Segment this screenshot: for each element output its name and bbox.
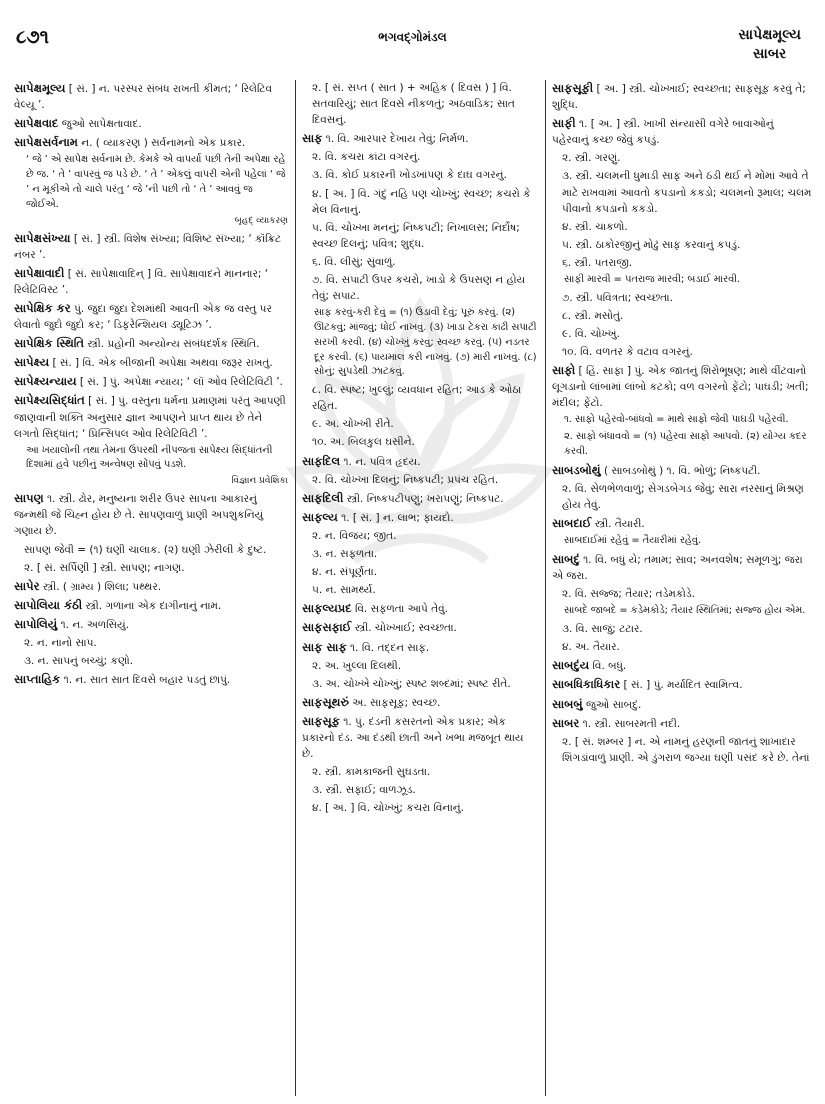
dictionary-entry xyxy=(14,597,288,614)
entry-headword: સાપોલિયા કંઠી xyxy=(14,597,83,612)
entry-headword: સાપેર xyxy=(14,578,40,593)
definition-line: ૭. વિ. સપાટી ઉપર કચરો, ખાડો કે ઉપસણ ન હોય તેવું; સપાટ. xyxy=(312,274,526,303)
definition-line: ૨. સ્ત્રી. ગરણું. xyxy=(562,152,621,165)
definition-line: ૩. અ. ચોખ્ખે ચોખ્ખું; સ્પષ્ટ શબ્દમાં; સ્પષ્ટ રીતે. xyxy=(312,677,511,690)
entry-definition: સ્ત્રી. નિષ્કપટીપણું; ખરાપણું; નિષ્કપટ. xyxy=(343,492,504,505)
dictionary-entry xyxy=(302,694,538,711)
dictionary-entry xyxy=(14,392,288,441)
usage-example: સાબદાઈમાં રહેવું = તૈયારીમાં રહેવું. xyxy=(564,535,702,547)
entry-definition: ૧. ન. સાત સાત દિવસે બહાર પડતું છાપું. xyxy=(60,674,231,687)
definition-line: ૯. અ. ચોખ્ખી રીતે. xyxy=(312,418,394,431)
entry-definition: ૧. સ્ત્રી. સાબરમતી નદી. xyxy=(579,717,681,730)
entry-headword: સાબદુંય xyxy=(552,658,590,673)
entry-headword: સાપોલિયું xyxy=(14,616,58,631)
entry-definition: [ સં. ] પું. વસ્તુના ધર્મના પ્રમાણમાં પરંતુ આપણી જાણવાની શક્તિ અનુસાર જ્ઞાન આપણને પ્રાપ્ત થાય છે તેને લગતો સિદ્ધાંત; ‘ પ્રિન્સિપલ ઓવ રિલેટિવિટી ’. xyxy=(14,395,286,440)
dictionary-entry xyxy=(14,265,288,298)
entry-definition: ન. ( વ્યાકરણ ) સર્વનામનો એક પ્રકાર. xyxy=(77,137,246,150)
dictionary-entry xyxy=(14,134,288,151)
definition-line: ૨. ન. વિજય; જીત. xyxy=(312,529,397,542)
definition-line: ૮. સ્ત્રી. મસોતું. xyxy=(562,309,624,322)
entry-definition: સ્ત્રી. પ્રહોની અન્યોન્ય સંબંધદર્શક સ્થિતિ. xyxy=(84,338,260,351)
dictionary-column-1 xyxy=(14,80,288,1096)
definition-line: ૪. [ અ. ] વિ. ચોખ્ખું; કચરા વિનાનું. xyxy=(312,802,464,815)
dictionary-entry xyxy=(552,551,812,584)
entry-definition: ૧. સ્ત્રી. ઢોર, મનુષ્યના શરીર ઉપર સાપના આકારનું જન્મથી જે ચિહ્ન હોય છે તે. સાપણવાળું પ્રાણી અપશુકનિયું ગણાય છે. xyxy=(14,493,264,538)
entry-headword: સાપેક્ષિક કર xyxy=(14,300,71,315)
dictionary-entry xyxy=(14,335,288,352)
entry-headword: સાપેક્ષવાદ xyxy=(14,116,59,131)
usage-example: સાફી મારવી = પતરાજ મારવી; બડાઈ મારવી. xyxy=(564,274,741,286)
definition-line: ૫. વિ. ચોખ્ખા મનનું; નિષ્કપટી; નિખાલસ; નિર્દોષ; સ્વચ્છ દિલનું; પવિત્ર; શુદ્ધ. xyxy=(312,221,520,250)
definition-line: ૨. [ સં. સપ્ત ( સાત ) + અહિક ( દિવસ ) ] વિ. સતવારિયું; સાત દિવસે નીકળતું; અઠવાડિક; સાત દિવસનું. xyxy=(312,82,515,127)
usage-example: ‘ જે ’ એ સાપેક્ષ સર્વનામ છે. કેમકે એ વાપર્યા પછી તેની અપેક્ષા રહે છે જ. ‘ તે ’ વાપરવું જ પડે છે. ‘ તે ’ એકલું વાપરી એની પહેલાં ‘ જે ’ ન મૂકીએ તો ચાલે પરંતુ ‘ જે ’ની પછી તો ‘ તે ’ આવવું જ જોઈએ. xyxy=(26,154,286,210)
definition-line: ૨. ન. નાનો સાપ. xyxy=(24,637,97,650)
dictionary-entry xyxy=(302,509,538,526)
column-divider xyxy=(545,80,546,1096)
definition-line: ૩. સ્ત્રી. સફાઈ; વાળઝૂડ. xyxy=(312,784,416,797)
entry-headword: સાબદાઈ xyxy=(552,516,592,531)
dictionary-column-2 xyxy=(302,80,538,1096)
definition-line: ૫. સ્ત્રી. ઠાકોરજીનું મોઢું સાફ કરવાનું કપડું. xyxy=(562,238,741,251)
definition-line: ૨. વિ. ચોખ્ખા દિલનું; નિષ્કપટી; પ્રપંચ રહિત. xyxy=(312,473,499,486)
entry-headword: સાફસફાઈ xyxy=(302,620,352,635)
dictionary-entry xyxy=(14,300,288,333)
entry-headword: સાપેક્ષમૂલ્ય xyxy=(14,81,66,95)
entry-headword: સાપેક્ષ્યન્યાય xyxy=(14,374,77,389)
entry-headword: સાબડબોથું xyxy=(552,462,601,477)
dictionary-entry xyxy=(302,490,538,507)
entry-headword: સાફી xyxy=(552,116,576,131)
entry-definition: [ સં. ] પું. મર્યાદિત સ્વામિત્વ. xyxy=(620,679,743,692)
entry-definition: સ્ત્રી. તૈયારી. xyxy=(591,518,645,531)
citation-source: બૃહદ્ વ્યાકરણ xyxy=(234,215,288,226)
definition-line: ૪. [ અ. ] વિ. ગંદું નહિ પણ ચોખ્ખું; સ્વચ્છ; કચરો કે મેલ વિનાનું. xyxy=(312,187,531,216)
entry-definition: ૧. વિ. બધું યે; તમામ; સાવ; અનવશેષ; સમૂળગું; જરા એ જરા. xyxy=(552,554,803,583)
citation-source: વિજ્ઞાન પ્રવેશિકા xyxy=(231,476,288,487)
dictionary-entry xyxy=(14,616,288,633)
entry-definition: જુઓ સાપેક્ષતાવાદ. xyxy=(58,118,142,131)
entry-definition: ૧. વિ. તદ્દન સાફ. xyxy=(346,641,430,654)
entry-headword: સાફ સાફ xyxy=(302,639,347,654)
entry-headword: સાપેક્ષ્ય xyxy=(14,355,50,370)
entry-headword: સાફ xyxy=(302,131,323,146)
guide-words xyxy=(738,26,801,64)
entry-headword: સાપેક્ષસંખ્યા xyxy=(14,230,71,245)
entry-definition: [ સં. ] સ્ત્રી. વિશેષ સંખ્યા; વિશિષ્ટ સંખ્યા; ‘ કૉંક્રિટ નંબર ’. xyxy=(14,232,282,261)
entry-definition: જુઓ સાબદું. xyxy=(582,698,642,711)
entry-definition: ૧. વિ. આરપાર દેખાય તેવું; નિર્મળ. xyxy=(322,133,469,146)
definition-line: ૩. ન. સાપનું બચ્ચું; કણો. xyxy=(24,655,134,668)
entry-definition: [ સં. સાપેક્ષાવાદિન્ ] વિ. સાપેક્ષાવાદને માનનાર; ‘ રિલેટિવિસ્ટ ’. xyxy=(14,267,269,296)
entry-definition: ( સાબડબોથું ) ૧. વિ. ભોળું; નિષ્કપટી. xyxy=(600,464,761,477)
entry-headword: સાપેક્ષિક સ્થિતિ xyxy=(14,336,85,351)
definition-line: ૨. અ. ખુલ્લા દિલથી. xyxy=(312,659,402,672)
entry-headword: સાપ્તાહિક xyxy=(14,672,61,687)
entry-headword: સાપેક્ષસર્વનામ xyxy=(14,135,78,150)
usage-example: ૧. સાફો પહેરવો-બાંધવો = માથે સાફો જેવી પાઘડી પહેરવી. xyxy=(564,414,789,426)
entry-headword: સાપણ xyxy=(14,491,44,506)
definition-line: ૮. વિ. સ્પષ્ટ; ખુલ્લું; વ્યવધાન રહિત; આડ કે ઓઠા રહિત. xyxy=(312,384,522,413)
dictionary-entry xyxy=(302,600,538,617)
entry-definition: [ સં. ] પું. અપેક્ષા ન્યાય; ‘ લૉ ઓવ રિલેટિવિટી ’. xyxy=(76,376,283,389)
dictionary-entry xyxy=(14,354,288,371)
definition-line: ૨. વિ. સેળભેળવાળું; સેગડબેગડ જેવું; સારા નરસાનું મિશ્રણ હોય તેવું. xyxy=(562,482,804,512)
dictionary-entry xyxy=(552,462,812,479)
entry-headword: સાબધિકાધિકાર xyxy=(552,677,621,692)
entry-headword: સાફસૂથરું xyxy=(302,694,349,709)
definition-line: ૨. વિ. સજ્જ; તૈયાર; તડેમકોડે. xyxy=(562,588,695,601)
entry-definition: [ અ. ] સ્ત્રી. ચોખ્ખાઈ; સ્વચ્છતા; સાફસૂફ કરવું તે; શુદ્ધિ. xyxy=(552,83,806,112)
entry-headword: સાબદું xyxy=(552,552,580,567)
dictionary-entry xyxy=(302,639,538,656)
dictionary-entry xyxy=(302,453,538,470)
dictionary-entry xyxy=(552,715,812,732)
definition-line: ૩. સ્ત્રી. ચલમની ધુમાડી સાફ અને ઠંડી થઈ ને મોંમાં આવે તે માટે રાખવામાં આવતો કપડાનો કકડો; ચલમનો રૂમાલ; ચલમ પીવાનો કપડાનો કકડો. xyxy=(562,170,812,215)
entry-definition: [ સં. ] ન. પરસ્પર સંબંધ રાખતી કીમત; ‘ રિલેટિવ વેલ્યૂ ’. xyxy=(14,83,272,112)
entry-headword: સાફદિલી xyxy=(302,490,344,505)
entry-headword: સાફલ્યપ્રદ xyxy=(302,601,352,616)
usage-example: સાફ કરવું-કરી દેવું = (૧) ઉડાવી દેવું; પૂરું કરવું. (૨) ઊટકવું; માંજવું; ધોઈ નાખવું. (૩) ખાડા ટેકરા કાઢી સપાટી સરખી કરવી. (૪) ચોખ્ખું કરવું; સ્વચ્છ કરવું. (૫) નડતર દૂર કરવી. (૬) પાયમાલ કરી નાખવું. (૭) મારી નાખવું. (૮) સોનું; સુપડેથી ઝાટકવું. xyxy=(314,307,537,378)
dictionary-entry xyxy=(552,676,812,693)
definition-line: ૪. સ્ત્રી. ચાકળો. xyxy=(562,220,628,233)
running-head: ભગવદ્ગોમંડલ xyxy=(378,30,447,44)
definition-line: ૪. અ. તૈયાર. xyxy=(562,641,620,654)
definition-line: ૭. સ્ત્રી. પવિત્રતા; સ્વચ્છતા. xyxy=(562,291,673,304)
page-number: ૮૭૧ xyxy=(16,26,49,48)
definition-line: ૫. ન. સામર્થ્ય. xyxy=(312,584,376,597)
entry-definition: સ્ત્રી. ( ગ્રામ્ય ) શિલા; પથ્થર. xyxy=(39,580,162,593)
dictionary-entry xyxy=(14,373,288,390)
entry-definition: ૧. [ અ. ] સ્ત્રી. ખાખી સંન્યાસી વગેરે બાવાઓનું પહેરવાનું કચ્છ જેવું કપડું. xyxy=(552,118,774,147)
entry-definition: [ સં. ] વિ. એક બીજાની અપેક્ષા અથવા જરૂર રાખતું. xyxy=(49,357,273,370)
usage-example: આ ખયાલોની તથા તેમના ઉપરથી નીપજતા સાપેક્ષ્ય સિદ્ધાંતની દિશામાં હવે પછીનું અન્વેષણ સોંપવું પડશે. xyxy=(26,444,273,471)
entry-definition: અ. સાફસૂફ; સ્વચ્છ. xyxy=(348,696,441,709)
entry-definition: ૧. પું. દંડની કસરતનો એક પ્રકાર; એક પ્રકારનો દંડ. આ દંડથી છાતી અને ખભા મજબૂત થાય છે. xyxy=(302,715,524,761)
definition-line: ૨. [ સં. શમ્બર ] ન. એ નામનું હરણની જાતનું શાખાદાર શિંગડાંવાળું પ્રાણી. એ ડુંગરાળ જગ્યા ઘણી પસંદ કરે છે. તેનાં xyxy=(562,735,810,764)
dictionary-entry xyxy=(302,130,538,147)
dictionary-entry xyxy=(14,578,288,595)
entry-headword: સાપેક્ષ્યસિદ્ધાંત xyxy=(14,393,85,408)
definition-line: સાપણ જેવી = (૧) ઘણી ચાલાક. (૨) ઘણી ઝેરીલી કે દુષ્ટ. xyxy=(24,543,267,556)
entry-definition: વિ. બધું. xyxy=(589,660,627,673)
entry-headword: સાફલ્ય xyxy=(302,509,338,524)
entry-headword: સાફદિલ xyxy=(302,453,341,468)
entry-headword: સાબર xyxy=(552,715,580,730)
dictionary-entry xyxy=(552,80,812,113)
dictionary-entry xyxy=(552,657,812,674)
definition-line: ૨. વિ. કચરા કાંટા વગરનું. xyxy=(312,151,421,164)
guide-word-first: સાપેક્ષમૂલ્ય xyxy=(738,27,801,43)
entry-definition: સ્ત્રી. ગળાના એક દાગીનાનું નામ. xyxy=(82,599,222,612)
dictionary-entry xyxy=(552,362,812,411)
dictionary-entry xyxy=(302,619,538,636)
entry-definition: ૧. [ સં. ] ન. લાભ; ફાયદો. xyxy=(337,511,454,524)
dictionary-entry xyxy=(14,230,288,263)
definition-line: ૩. વિ. સાજું; ટટાર. xyxy=(562,623,643,636)
column-divider xyxy=(295,80,296,1096)
definition-line: ૧૦. અ. બિલકુલ ઘસીને. xyxy=(312,436,415,449)
definition-line: ૨. [ સં. સર્પિણી ] સ્ત્રી. સાપણ; નાગણ. xyxy=(24,561,185,574)
definition-line: ૧૦. વિ. વળતર કે વટાવ વગરનું. xyxy=(562,346,693,359)
entry-definition: ૧. ન. પવિત્ર હૃદય. xyxy=(340,455,421,468)
entry-headword: સાફો xyxy=(552,363,576,378)
dictionary-entry xyxy=(14,80,288,113)
definition-line: ૩. વિ. કોઈ પ્રકારની ખોડખાંપણ કે દાઘ વગરનું. xyxy=(312,169,507,182)
entry-definition: પું. જુદા જુદા દેશમાંથી આવતી એક જ વસ્તુ પર લેવાતો જુદો જુદો કર; ‘ ડિફરેન્શિયલ ડ્યૂટિઝ ’. xyxy=(14,302,272,332)
guide-word-last: સાબર xyxy=(753,46,787,62)
entry-definition: વિ. સફળતા આપે તેવું. xyxy=(351,603,448,616)
dictionary-entry xyxy=(552,696,812,713)
dictionary-column-3 xyxy=(552,80,812,1096)
definition-line: ૩. ન. સફળતા. xyxy=(312,548,378,561)
dictionary-entry xyxy=(302,713,538,762)
entry-headword: સાફસૂફ xyxy=(302,713,340,728)
definition-line: ૯. વિ. ચોખ્ખું. xyxy=(562,328,620,341)
dictionary-entry xyxy=(14,490,288,539)
entry-definition: ૧. ન. અળસિયું. xyxy=(57,618,129,631)
definition-line: ૬. સ્ત્રી. પતરાજી. xyxy=(562,256,633,269)
dictionary-entry xyxy=(14,671,288,688)
entry-definition: સ્ત્રી. ચોખ્ખાઈ; સ્વચ્છતા. xyxy=(351,622,457,635)
dictionary-entry xyxy=(552,515,812,532)
dictionary-entry xyxy=(552,115,812,148)
entry-headword: સાબબું xyxy=(552,696,583,711)
definition-line: ૪. ન. સંપૂર્ણતા. xyxy=(312,566,378,579)
entry-headword: સાફસૂફી xyxy=(552,81,594,95)
dictionary-entry xyxy=(14,115,288,132)
entry-headword: સાપેક્ષાવાદી xyxy=(14,265,65,280)
definition-line: ૨. સ્ત્રી. કામકાજની સુઘડતા. xyxy=(312,766,431,779)
usage-example: ૨. સાફો બંધાવવો = (૧) પહેરવા સાફો આપવો. (૨) યોગ્ય કદર કરવી. xyxy=(564,431,807,458)
definition-line: ૬. વિ. લીસું; સુંવાળું. xyxy=(312,255,396,268)
entry-definition: [ હિં. સાફા ] પું. એક જાતનું શિરોભૂષણ; માથે વીંટવાનો લૂગડાનો લાંબામાં લાંબો કટકો; વળ વગરનો ફેંટો; પાઘડી; ખતી; મંદીલ; ફેંટો. xyxy=(552,365,809,410)
usage-example: સાબદે જાબદે = કડેમકોડે; તૈયાર સ્થિતિમાં; સજ્જ હોય એમ. xyxy=(564,605,806,617)
